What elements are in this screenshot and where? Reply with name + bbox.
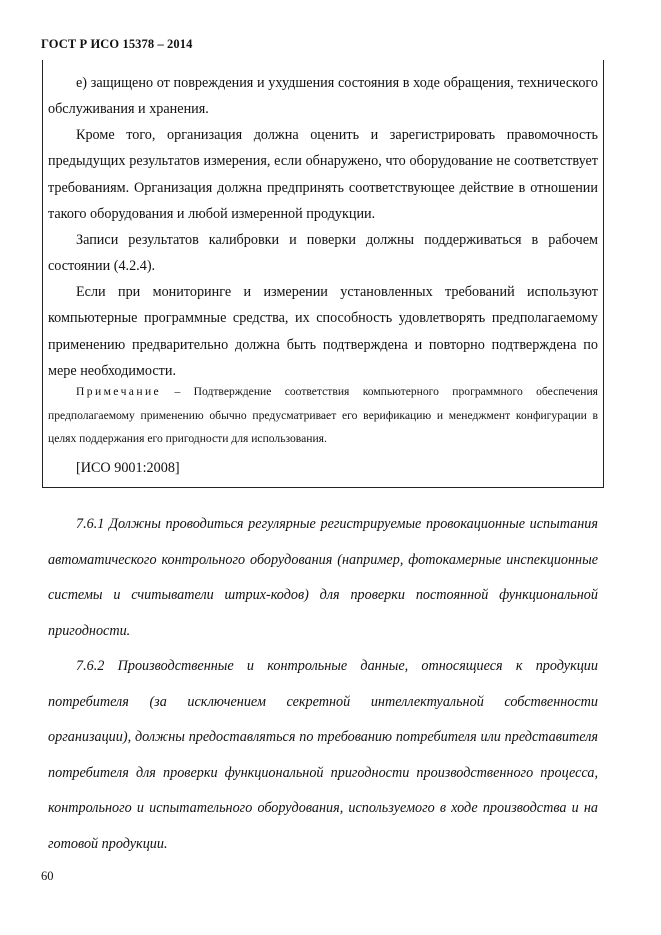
- paragraph-calibration-records: Записи результатов калибровки и поверки должны поддерживаться в рабочем состоянии (4.2.4).: [48, 232, 598, 275]
- section-7-6-1: 7.6.1 Должны проводиться регулярные регистрируемые провокационные испытания автоматического контрольного оборудования (например, фотокамерные инспекционные системы и считыватели штрих-кодов) для проверки постоянной функциональной пригодности.: [48, 516, 598, 639]
- paragraph-revalidation: Кроме того, организация должна оценить и зарегистрировать правомочность предыдущих результатов измерения, если обнаружено, что оборудование не соответствует требованиям. Организация должна предпринять соответствующее действие в отношении такого оборудования и любой измеренной продукции.: [48, 127, 598, 223]
- document-header: ГОСТ Р ИСО 15378 – 2014: [41, 37, 193, 51]
- reference-citation: [ИСО 9001:2008]: [76, 460, 180, 476]
- note-paragraph: [48, 380, 598, 451]
- note-label: Примечание: [76, 385, 162, 398]
- paragraph-item-e: е) защищено от повреждения и ухудшения состояния в ходе обращения, технического обслуживания и хранения.: [48, 75, 598, 118]
- section-7-6-2: 7.6.2 Производственные и контрольные данные, относящиеся к продукции потребителя (за исключением секретной интеллектуальной собственности организации), должны предоставляться по требованию потребителя или представителя потребителя для проверки функциональной пригодности производственного процесса, контрольного и испытательного оборудования, используемого в ходе производства и на готовой продукции.: [48, 658, 598, 852]
- page-number: 60: [41, 869, 54, 883]
- note-text: – Подтверждение соответствия компьютерного программного обеспечения предполагаемому применению обычно предусматривает его верификацию и менеджмент конфигурации в целях поддержания его пригодности для использования.: [48, 385, 598, 446]
- paragraph-software-validation: Если при мониторинге и измерении установленных требований используют компьютерные программные средства, их способность удовлетворять предполагаемому применению предварительно должна быть подтверждена и повторно подтверждена по мере необходимости.: [48, 284, 598, 380]
